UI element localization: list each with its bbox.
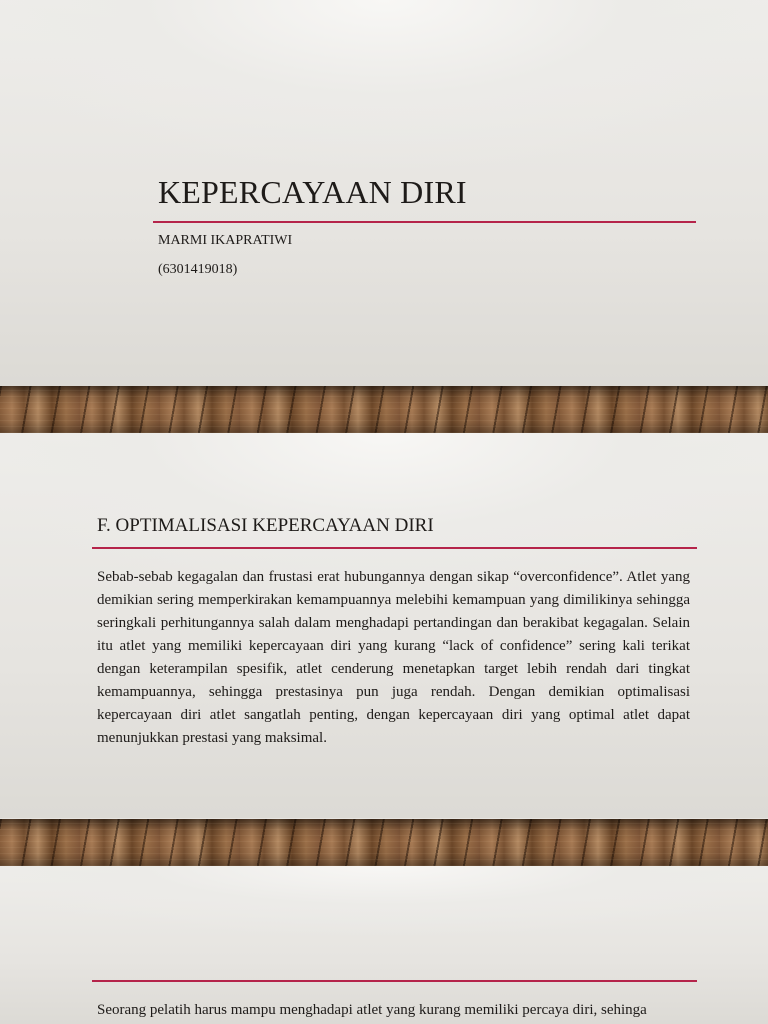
wood-floor-divider [0,819,768,866]
wood-floor-divider [0,386,768,433]
author-name: MARMI IKAPRATIWI [158,233,293,248]
slide-title [0,0,768,386]
slide-optimalisasi [0,433,768,818]
slide-2-title: F. OPTIMALISASI KEPERCAYAAN DIRI [97,515,434,536]
slide-1-title: KEPERCAYAAN DIRI [158,174,467,210]
slide-3-title-divider [92,980,697,982]
slide-3 [0,866,768,1024]
slide-1-title-divider [153,221,696,223]
student-id: (6301419018) [158,262,238,277]
slide-2-body: Sebab-sebab kegagalan dan frustasi erat hubungannya dengan sikap “overconfidence”. Atlet yang demikian sering memperkirakan kemampuannya melebihi kemampuan yang dimilikinya sehingga seringkali perhitungannya salah dalam menghadapi pertandingan dan berakibat kegagalan. Selain itu atlet yang memiliki kepercayaan diri yang kurang “lack of confidence” sering kali terikat dengan keterampilan spesifik, atlet cenderung menetapkan target lebih rendah dari tingkat kemampuannya, sehingga prestasinya pun juga rendah. Dengan demikian optimalisasi kepercayaan diri atlet sangatlah penting, dengan kepercayaan diri yang optimal atlet dapat menunjukkan prestasi yang maksimal. [97,569,690,746]
slide-3-body: Seorang pelatih harus mampu menghadapi atlet yang kurang memiliki percaya diri, sehinga [97,1002,647,1018]
slide-2-title-divider [92,547,697,549]
